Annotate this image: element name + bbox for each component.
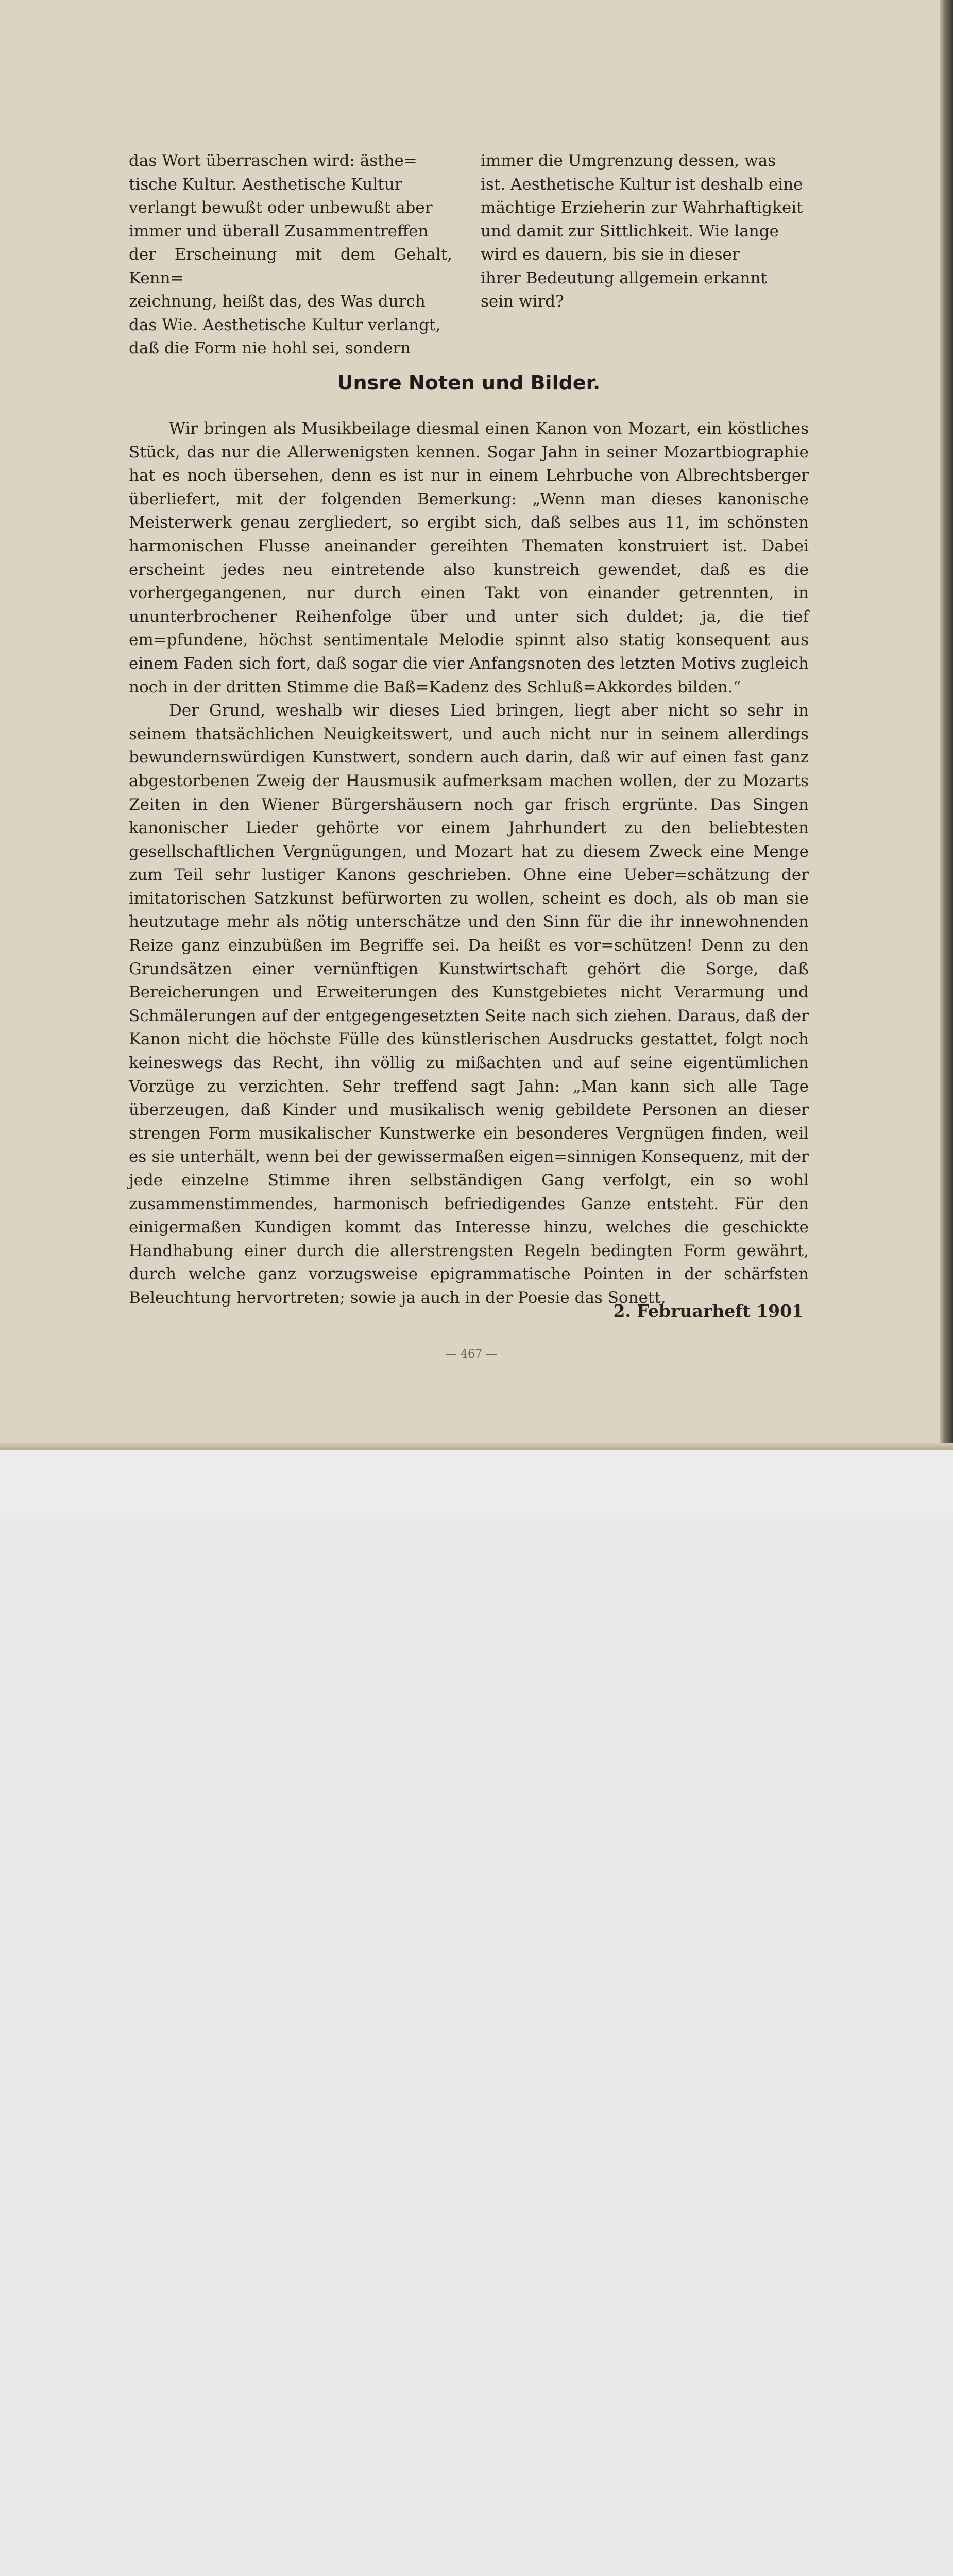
issue-line: 2. Februarheft 1901 (613, 1301, 804, 1321)
page-bottom-edge (0, 1443, 953, 1450)
text-line: wird es dauern, bis sie in dieser (481, 245, 740, 264)
paragraph: Wir bringen als Musikbeilage diesmal einen Kanon von Mozart, ein köstliches Stück, das nur die Allerwenigsten kennen. Sogar Jahn in seiner Mozartbiographie hat es noch übersehen, denn es ist nur in einem Lehrbuche von Albrechtsberger überliefert, mit der folgenden Bemerkung: „Wenn man dieses kanonische Meisterwerk genau zergliedert, so ergibt sich, daß selbes aus 11, im schönsten harmonischen Flusse aneinander gereihten Thematen konstruiert ist. Dabei erscheint jedes neu eintretende also kunstreich gewendet, daß es die vorhergegangenen, nur durch einen Takt von einander getrennten, in ununterbrochener Reihenfolge über und unter sich duldet; ja, die tief em=pfundene, höchst sentimentale Melodie spinnt also statig konsequent aus einem Faden sich fort, daß sogar die vier Anfangsnoten des letzten Motivs zugleich noch in der dritten Stimme die Baß=Kadenz des Schluß=Akkordes bilden.“ (129, 419, 809, 697)
text-line: ist. Aesthetische Kultur ist deshalb eine (481, 175, 803, 194)
text-line: tische Kultur. Aesthetische Kultur (129, 175, 402, 194)
article-body (129, 417, 809, 1310)
text-line: mächtige Erzieherin zur Wahrhaftigkeit (481, 198, 803, 217)
page-number: — 467 — (446, 1348, 497, 1361)
text-line: das Wie. Aesthetische Kultur verlangt, (129, 315, 441, 334)
text-line: immer und überall Zusammentreffen (129, 222, 429, 241)
paragraph: Der Grund, weshalb wir dieses Lied bringen, liegt aber nicht so sehr in seinem thatsächlichen Neuigkeitswert, und auch nicht nur in seinem allerdings bewundernswürdigen Kunstwert, sondern auch darin, daß wir auf einen fast ganz abgestorbenen Zweig der Hausmusik aufmerksam machen wollen, der zu Mozarts Zeiten in den Wiener Bürgershäusern noch gar frisch ergrünte. Das Singen kanonischer Lieder gehörte vor einem Jahrhundert zu den beliebtesten gesellschaftlichen Vergnügungen, und Mozart hat zu diesem Zweck eine Menge zum Teil sehr lustiger Kanons geschrieben. Ohne eine Ueber=schätzung der imitatorischen Satzkunst befürworten zu wollen, scheint es doch, als ob man sie heutzutage mehr als nötig unterschätze und den Sinn für die ihr innewohnenden Reize ganz einzubüßen im Begriffe sei. Da heißt es vor=schützen! Denn zu den Grundsätzen einer vernünftigen Kunstwirtschaft gehört die Sorge, daß Bereicherungen und Erweiterungen des Kunstgebietes nicht Verarmung und Schmälerungen auf der entgegengesetzten Seite nach sich ziehen. Daraus, daß der Kanon nicht die höchste Fülle des künstlerischen Ausdrucks gestattet, folgt noch keineswegs das Recht, ihn völlig zu mißachten und auf seine eigentümlichen Vorzüge zu verzichten. Sehr treffend sagt Jahn: „Man kann sich alle Tage überzeugen, daß Kinder und musikalisch wenig gebildete Personen an dieser strengen Form musikalischer Kunstwerke ein besonderes Vergnügen finden, weil es sie unterhält, wenn bei der gewissermaßen eigen=sinnigen Konsequenz, mit der jede einzelne Stimme ihren selbständigen Gang verfolgt, ein so wohl zusammenstimmendes, harmonisch befriedigendes Ganze entsteht. Für den einigermaßen Kundigen kommt das Interesse hinzu, welches die geschickte Handhabung einer durch die allerstrengsten Regeln bedingten Form gewährt, durch welche ganz vorzugsweise epigrammatische Pointen in der schärfsten Beleuchtung hervortreten; sowie ja auch in der Poesie das Sonett, (129, 701, 809, 1307)
text-line: daß die Form nie hohl sei, sondern (129, 339, 411, 358)
section-heading: Unsre Noten und Bilder. (337, 371, 601, 394)
text-line: der Erscheinung mit dem Gehalt, Kenn= (129, 245, 452, 287)
text-line: immer die Umgrenzung dessen, was (481, 151, 776, 170)
page-edge-shadow (940, 0, 953, 1450)
text-line: das Wort überraschen wird: ästhe= (129, 151, 417, 170)
left-column (129, 149, 452, 361)
text-line: sein wird? (481, 292, 564, 311)
text-line: und damit zur Sittlichkeit. Wie lange (481, 222, 779, 241)
viewer-footer-bar (0, 1450, 953, 1519)
text-line: verlangt bewußt oder unbewußt aber (129, 198, 433, 217)
right-column (481, 149, 804, 314)
text-line: ihrer Bedeutung allgemein erkannt (481, 268, 767, 287)
text-line: zeichnung, heißt das, des Was durch (129, 292, 426, 311)
